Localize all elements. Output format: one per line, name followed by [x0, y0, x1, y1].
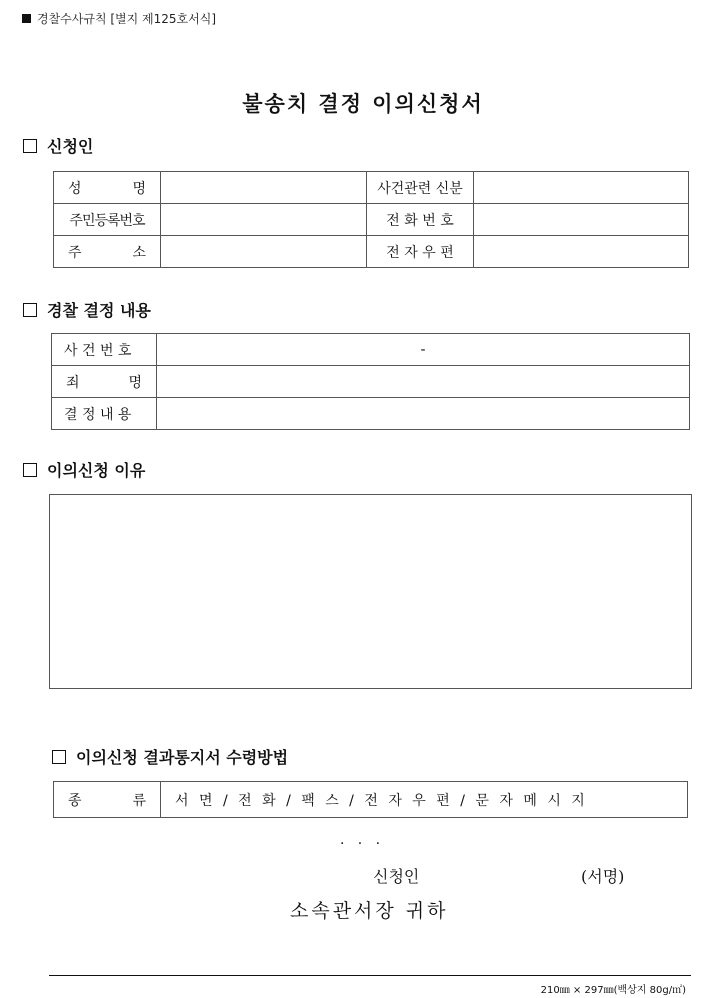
email-field[interactable]: [474, 236, 689, 268]
applicant-label: 신청인: [373, 867, 420, 886]
rrn-label: 주민등록번호: [54, 204, 161, 236]
decision-content-field[interactable]: [157, 398, 690, 430]
section-applicant-heading: 신청인: [23, 134, 93, 157]
reason-textarea[interactable]: [49, 494, 692, 689]
checkbox-square-icon: [52, 750, 66, 764]
section-decision-heading: 경찰 결정 내용: [23, 298, 151, 321]
document-title: 불송치 결정 이의신청서: [242, 92, 484, 116]
signature-label[interactable]: (서명): [581, 867, 625, 886]
checkbox-square-icon: [23, 463, 37, 477]
date-line[interactable]: . . .: [340, 832, 381, 848]
charge-field[interactable]: [157, 366, 690, 398]
phone-label: 전 화 번 호: [367, 204, 474, 236]
decision-content-label: 결 정 내 용: [52, 398, 157, 430]
notice-method-options[interactable]: 서 면 / 전 화 / 팩 스 / 전 자 우 편 / 문 자 메 시 지: [161, 782, 688, 818]
email-label: 전 자 우 편: [367, 236, 474, 268]
section-reason-heading: 이의신청 이유: [23, 458, 145, 481]
checkbox-square-icon: [23, 139, 37, 153]
name-field[interactable]: [161, 172, 367, 204]
paper-spec: 210㎜ × 297㎜(백상지 80g/㎡): [540, 985, 686, 996]
case-number-label: 사 건 번 호: [52, 334, 157, 366]
name-label: 성 명: [54, 172, 161, 204]
addressee: 소속관서장 귀하: [290, 900, 449, 922]
checkbox-square-icon: [23, 303, 37, 317]
footer-divider: [49, 975, 691, 976]
address-field[interactable]: [161, 236, 367, 268]
rrn-field[interactable]: [161, 204, 367, 236]
case-number-field[interactable]: -: [157, 334, 690, 366]
type-label: 종 류: [54, 782, 161, 818]
case-relation-label: 사건관련 신분: [367, 172, 474, 204]
applicant-table: [53, 171, 689, 268]
charge-label: 죄 명: [52, 366, 157, 398]
case-relation-field[interactable]: [474, 172, 689, 204]
phone-field[interactable]: [474, 204, 689, 236]
black-square-icon: [22, 14, 31, 23]
decision-table: [51, 333, 690, 430]
section-notice-heading: 이의신청 결과통지서 수령방법: [52, 745, 288, 768]
notice-table: [53, 781, 688, 818]
regulation-label: 경찰수사규칙 [별지 제125호서식]: [22, 10, 216, 27]
address-label: 주 소: [54, 236, 161, 268]
